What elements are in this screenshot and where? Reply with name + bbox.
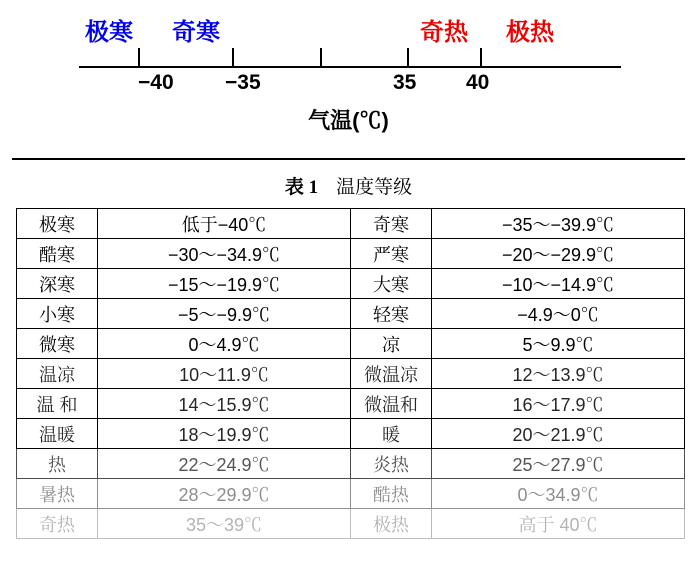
grade-range: 5～9.9℃ (432, 329, 685, 359)
grade-name: 奇热 (17, 509, 98, 539)
scale-category-labels (0, 12, 697, 46)
grade-range: 28～29.9℃ (98, 479, 351, 509)
table-row (17, 419, 685, 449)
grade-range: 25～27.9℃ (432, 449, 685, 479)
grade-name: 炎热 (351, 449, 432, 479)
temperature-grade-table (16, 208, 681, 539)
grade-range: 14～15.9℃ (98, 389, 351, 419)
grade-name: 酷寒 (17, 239, 98, 269)
horizontal-rule (12, 158, 685, 160)
grade-range: −20～−29.9℃ (432, 239, 685, 269)
grade-range: 高于 40℃ (432, 509, 685, 539)
scale-label-jihan: 极寒 (85, 19, 133, 46)
axis-line (79, 66, 621, 68)
axis-caption: 气温(℃) (308, 108, 389, 133)
grade-name: 温 和 (17, 389, 98, 419)
axis-tick-label-minus40: −40 (138, 71, 174, 94)
table-row (17, 389, 685, 419)
scale-label-jire: 极热 (506, 19, 554, 46)
grade-range: 22～24.9℃ (98, 449, 351, 479)
grade-range: 10～11.9℃ (98, 359, 351, 389)
grade-range: −15～−19.9℃ (98, 269, 351, 299)
grade-range: 低于−40℃ (98, 209, 351, 239)
table-row (17, 239, 685, 269)
grade-name: 深寒 (17, 269, 98, 299)
grade-name: 极热 (351, 509, 432, 539)
grade-range: −5～−9.9℃ (98, 299, 351, 329)
grade-name: 微温凉 (351, 359, 432, 389)
axis-tick-40 (480, 48, 482, 66)
temperature-scale (0, 0, 697, 150)
grade-name: 小寒 (17, 299, 98, 329)
grade-range: 16～17.9℃ (432, 389, 685, 419)
axis-tick-minus40 (138, 48, 140, 66)
grade-name: 轻寒 (351, 299, 432, 329)
grade-name: 极寒 (17, 209, 98, 239)
grade-name: 奇寒 (351, 209, 432, 239)
grade-name: 温凉 (17, 359, 98, 389)
table-row (17, 329, 685, 359)
grade-name: 大寒 (351, 269, 432, 299)
grade-range: 20～21.9℃ (432, 419, 685, 449)
table-row (17, 209, 685, 239)
axis-tick-mid (320, 48, 322, 66)
table-caption (0, 172, 697, 199)
table-row (17, 509, 685, 539)
grade-range: −10～−14.9℃ (432, 269, 685, 299)
grade-name: 微温和 (351, 389, 432, 419)
grade-name: 温暖 (17, 419, 98, 449)
grade-range: −30～−34.9℃ (98, 239, 351, 269)
scale-label-qire: 奇热 (420, 19, 468, 46)
table-row (17, 359, 685, 389)
grade-name: 热 (17, 449, 98, 479)
grade-range: −35～−39.9℃ (432, 209, 685, 239)
grade-name: 严寒 (351, 239, 432, 269)
axis-tick-minus35 (232, 48, 234, 66)
grade-range: 12～13.9℃ (432, 359, 685, 389)
table-caption-number: 表 1 (284, 177, 319, 198)
grade-name: 暖 (351, 419, 432, 449)
grade-range: 0～34.9℃ (432, 479, 685, 509)
axis-tick-35 (407, 48, 409, 66)
grade-range: 35～39℃ (98, 509, 351, 539)
scale-label-qihan: 奇寒 (172, 19, 220, 46)
table-row (17, 479, 685, 509)
table-row (17, 299, 685, 329)
axis-tick-label-minus35: −35 (225, 71, 261, 94)
grade-range: −4.9～0℃ (432, 299, 685, 329)
grade-name: 酷热 (351, 479, 432, 509)
grade-name: 微寒 (17, 329, 98, 359)
axis-tick-label-35: 35 (393, 71, 417, 94)
grade-range: 18～19.9℃ (98, 419, 351, 449)
table-row (17, 449, 685, 479)
grade-name: 暑热 (17, 479, 98, 509)
axis-tick-label-40: 40 (466, 71, 490, 94)
grade-range: 0～4.9℃ (98, 329, 351, 359)
table-caption-text: 温度等级 (336, 177, 413, 198)
table-row (17, 269, 685, 299)
grade-name: 凉 (351, 329, 432, 359)
